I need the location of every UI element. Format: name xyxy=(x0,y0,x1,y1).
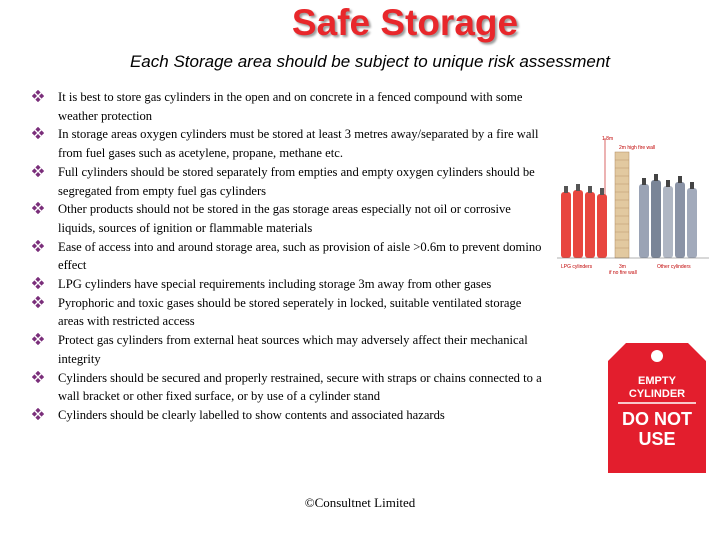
lpg-cylinder xyxy=(597,194,607,258)
lpg-label: LPG cylinders xyxy=(561,264,593,270)
cylinder-valve xyxy=(678,176,682,183)
diamond-quad-bullet-icon xyxy=(32,240,44,252)
bullet-text: Ease of access into and around storage area, such as provision of aisle >0.6m to prevent domino effect xyxy=(58,239,542,273)
other-cylinder xyxy=(663,186,673,258)
bullet-item xyxy=(32,275,547,294)
diamond-quad-bullet-icon xyxy=(32,408,44,420)
fire-wall-label: 2m high fire wall xyxy=(619,145,656,151)
tag-hole xyxy=(651,350,663,362)
copyright-footer: ©Consultnet Limited xyxy=(304,495,416,510)
tag-line-use: USE xyxy=(638,429,676,449)
tag-line-empty: EMPTY xyxy=(638,375,676,387)
diamond-quad-bullet-icon xyxy=(32,277,44,289)
lpg-cylinder xyxy=(573,190,583,258)
lpg-cylinder xyxy=(561,192,571,258)
cylinder-valve xyxy=(576,184,580,191)
bullet-text: Pyrophoric and toxic gases should be stored seperately in locked, suitable ventilated storage areas with restricted access xyxy=(58,295,522,329)
bullet-item xyxy=(32,163,547,200)
tag-line-do-not: DO NOT xyxy=(622,409,692,429)
diamond-quad-bullet-icon xyxy=(32,371,44,383)
brick-fire-wall xyxy=(615,152,629,258)
tag-body xyxy=(608,343,706,473)
bullet-item xyxy=(32,406,547,425)
bullet-text: It is best to store gas cylinders in the open and on concrete in a fenced compound with some weather protection xyxy=(58,90,523,123)
bullet-text: Protect gas cylinders from external heat sources which may adversely affect their mechanical integrity xyxy=(58,333,528,366)
bullet-text: Other products should not be stored in the gas storage areas especially not oil or corrosive liquids, sources of ignition or flammable materials xyxy=(58,202,511,235)
other-cylinder xyxy=(687,188,697,258)
other-cylinders-label: Other cylinders xyxy=(657,264,691,270)
diamond-quad-bullet-icon xyxy=(32,90,44,102)
cylinder-valve xyxy=(564,186,568,193)
lpg-cylinder xyxy=(585,192,595,258)
height-label: 1.8m xyxy=(602,136,614,142)
bullet-text: In storage areas oxygen cylinders must be stored at least 3 metres away/separated by a fire wall from fuel gases such as acetylene, propane, methane etc. xyxy=(58,127,539,161)
gap-label: 3m xyxy=(619,264,626,270)
other-cylinder xyxy=(639,184,649,258)
bullet-item xyxy=(32,125,547,162)
bullet-item xyxy=(32,331,547,368)
cylinder-valve xyxy=(666,180,670,187)
diamond-quad-bullet-icon xyxy=(32,296,44,308)
lpg-cylinders xyxy=(561,184,607,258)
cylinder-valve xyxy=(690,182,694,189)
page-subtitle: Each Storage area should be subject to unique risk assessment xyxy=(129,52,611,71)
other-cylinders xyxy=(639,174,697,258)
cylinder-valve xyxy=(654,174,658,181)
bullet-item xyxy=(32,294,547,331)
bullet-list xyxy=(32,88,547,425)
empty-cylinder-tag xyxy=(608,343,706,473)
bullet-text: LPG cylinders have special requirements including storage 3m away from other gases xyxy=(58,277,492,292)
tag-line-cylinder: CYLINDER xyxy=(628,388,686,400)
bullet-text: Full cylinders should be stored separately from empties and empty oxygen cylinders should be segregated from empty fuel gas cylinders xyxy=(58,164,535,198)
bullet-text: Cylinders should be secured and properly restrained, secure with straps or chains connected to a wall bracket or other fixed surface, or by use of a cylinder stand xyxy=(58,370,542,404)
page-title: Safe Storage xyxy=(291,2,519,43)
cylinder-valve xyxy=(642,178,646,185)
gap-note-label: if no fire wall xyxy=(609,270,637,276)
bullet-item xyxy=(32,200,547,237)
storage-illustration xyxy=(553,132,713,280)
other-cylinder xyxy=(651,180,661,258)
diamond-quad-bullet-icon xyxy=(32,333,44,345)
bullet-item xyxy=(32,88,547,125)
diamond-quad-bullet-icon xyxy=(32,165,44,177)
bullet-item xyxy=(32,238,547,275)
cylinder-valve xyxy=(588,186,592,193)
bullet-item xyxy=(32,369,547,406)
diamond-quad-bullet-icon xyxy=(32,202,44,214)
bullet-text: Cylinders should be clearly labelled to show contents and associated hazards xyxy=(58,407,445,422)
cylinder-valve xyxy=(600,188,604,195)
other-cylinder xyxy=(675,182,685,258)
diamond-quad-bullet-icon xyxy=(32,127,44,139)
